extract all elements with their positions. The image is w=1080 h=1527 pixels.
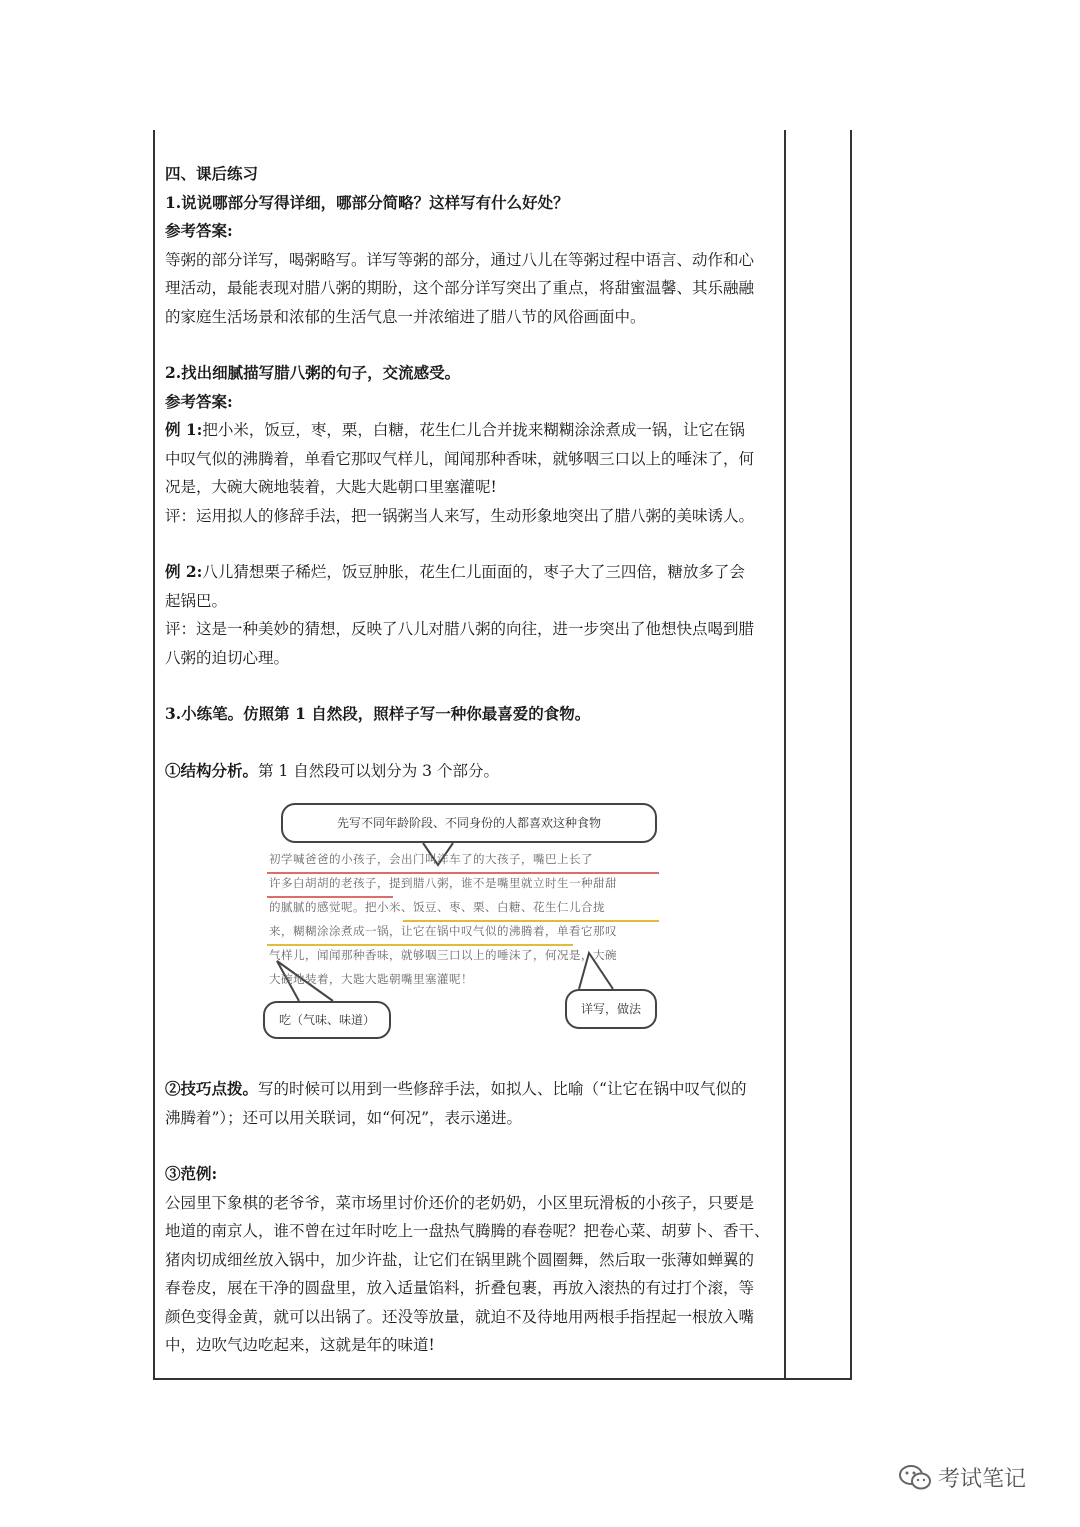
watermark — [898, 1462, 1026, 1493]
example-2-comment: 评：这是一种美妙的猜想，反映了八儿对腊八粥的向往，进一步突出了他想快点喝到腊 — [165, 620, 755, 638]
technique-tip-line: 沸腾着”）；还可以用关联词，如“何况”，表示递进。 — [165, 1108, 523, 1127]
question-3-title: 3.小练笔。仿照第 1 自然段，照样子写一种你最喜爱的食物。 — [165, 704, 591, 723]
model-essay-line: 中，边吹气边吃起来，这就是年的味道! — [165, 1336, 435, 1354]
figure-text: 初学喊爸爸的小孩子，会出门叫洋车了的大孩子，嘴巴上长了 许多白胡胡的老孩子，提到腊八粥，谁不是嘴里就立时生一种甜甜 的腻腻的感觉呢。把小米、饭豆、枣、栗、白糖、花生仁儿合拢 来，糊糊涂涂煮成一锅，让它在锅中叹气似的沸腾着，单看它那叹 气样儿，闻闻那种香味，就够咽三口以上的唾沫了，何况是，大碗 大碗地装着，大匙大匙朝嘴里塞灌呢！ — [269, 852, 617, 986]
example-1-line: 况是，大碗大碗地装着，大匙大匙朝口里塞灌呢! — [165, 478, 497, 496]
example-2-line: 例 2:八儿猜想栗子稀烂，饭豆肿胀，花生仁儿面面的，枣子大了三四倍，糖放多了会 — [165, 562, 745, 581]
question-2-answer-label: 参考答案: — [165, 391, 233, 411]
question-1-answer-label: 参考答案: — [165, 221, 233, 240]
model-essay-label: ③范例: — [165, 1164, 218, 1183]
question-1-answer-line: 的家庭生活场景和浓郁的生活气息一并浓缩进了腊八节的风俗画面中。 — [165, 307, 646, 326]
exercise-content — [165, 160, 777, 1360]
example-2-comment: 八粥的迫切心理。 — [165, 648, 290, 667]
structure-figure — [263, 803, 693, 1053]
example-2-label: 例 2: — [165, 562, 203, 581]
structure-analysis-label: ①结构分析。 — [165, 760, 259, 780]
figure-bubble-right: 详写，做法 — [565, 989, 657, 1029]
question-1-answer-line: 理活动，最能表现对腊八粥的期盼，这个部分详写突出了重点，将甜蜜温馨、其乐融融 — [165, 279, 755, 297]
question-2-title: 2.找出细腻描写腊八粥的句子，交流感受。 — [165, 363, 461, 382]
watermark-text: 考试笔记 — [938, 1467, 1027, 1492]
model-essay-line: 春卷皮，展在干净的圆盘里，放入适量馅料，折叠包裹，再放入滚热的有过打个滚，等 — [165, 1279, 755, 1297]
example-1-line: 中叹气似的沸腾着，单看它那叹气样儿，闻闻那种香味，就够咽三口以上的唾沫了，何 — [165, 449, 755, 468]
table-column-divider — [784, 130, 786, 1380]
technique-tip: ②技巧点拨。写的时候可以用到一些修辞手法，如拟人、比喻（“让它在锅中叹气似的 — [165, 1079, 747, 1098]
example-1-label: 例 1: — [165, 420, 203, 439]
question-1-title: 1.说说哪部分写得详细，哪部分简略？这样写有什么好处？ — [165, 192, 569, 212]
wechat-icon — [898, 1463, 932, 1493]
example-1-comment: 评：运用拟人的修辞手法，把一锅粥当人来写，生动形象地突出了腊八粥的美味诱人。 — [165, 506, 755, 525]
structure-analysis: ①结构分析。第 1 自然段可以划分为 3 个部分。 — [165, 760, 499, 780]
model-essay-line: 地道的南京人，谁不曾在过年时吃上一盘热气腾腾的春卷呢？把卷心菜、胡萝卜、香干、 — [165, 1222, 770, 1240]
figure-bubble-left: 吃（气味、味道） — [263, 1001, 391, 1039]
model-essay-line: 公园里下象棋的老爷爷，菜市场里讨价还价的老奶奶，小区里玩滑板的小孩子，只要是 — [165, 1193, 755, 1212]
model-essay-line: 颜色变得金黄，就可以出锅了。还没等放量，就迫不及待地用两根手指捏起一根放入嘴 — [165, 1307, 755, 1326]
example-1-line: 例 1:把小米，饭豆，枣，栗，白糖，花生仁儿合并拢来糊糊涂涂煮成一锅，让它在锅 — [165, 420, 745, 439]
section-title: 四、课后练习 — [165, 164, 259, 183]
technique-tip-label: ②技巧点拨。 — [165, 1079, 259, 1098]
model-essay-line: 猪肉切成细丝放入锅中，加少许盐，让它们在锅里跳个圆圈舞，然后取一张薄如蝉翼的 — [165, 1250, 755, 1269]
example-2-line: 起锅巴。 — [165, 591, 228, 610]
figure-bubble-top: 先写不同年龄阶段、不同身份的人都喜欢这种食物 — [281, 803, 657, 843]
question-1-answer-line: 等粥的部分详写，喝粥略写。详写等粥的部分，通过八儿在等粥过程中语言、动作和心 — [165, 250, 755, 269]
